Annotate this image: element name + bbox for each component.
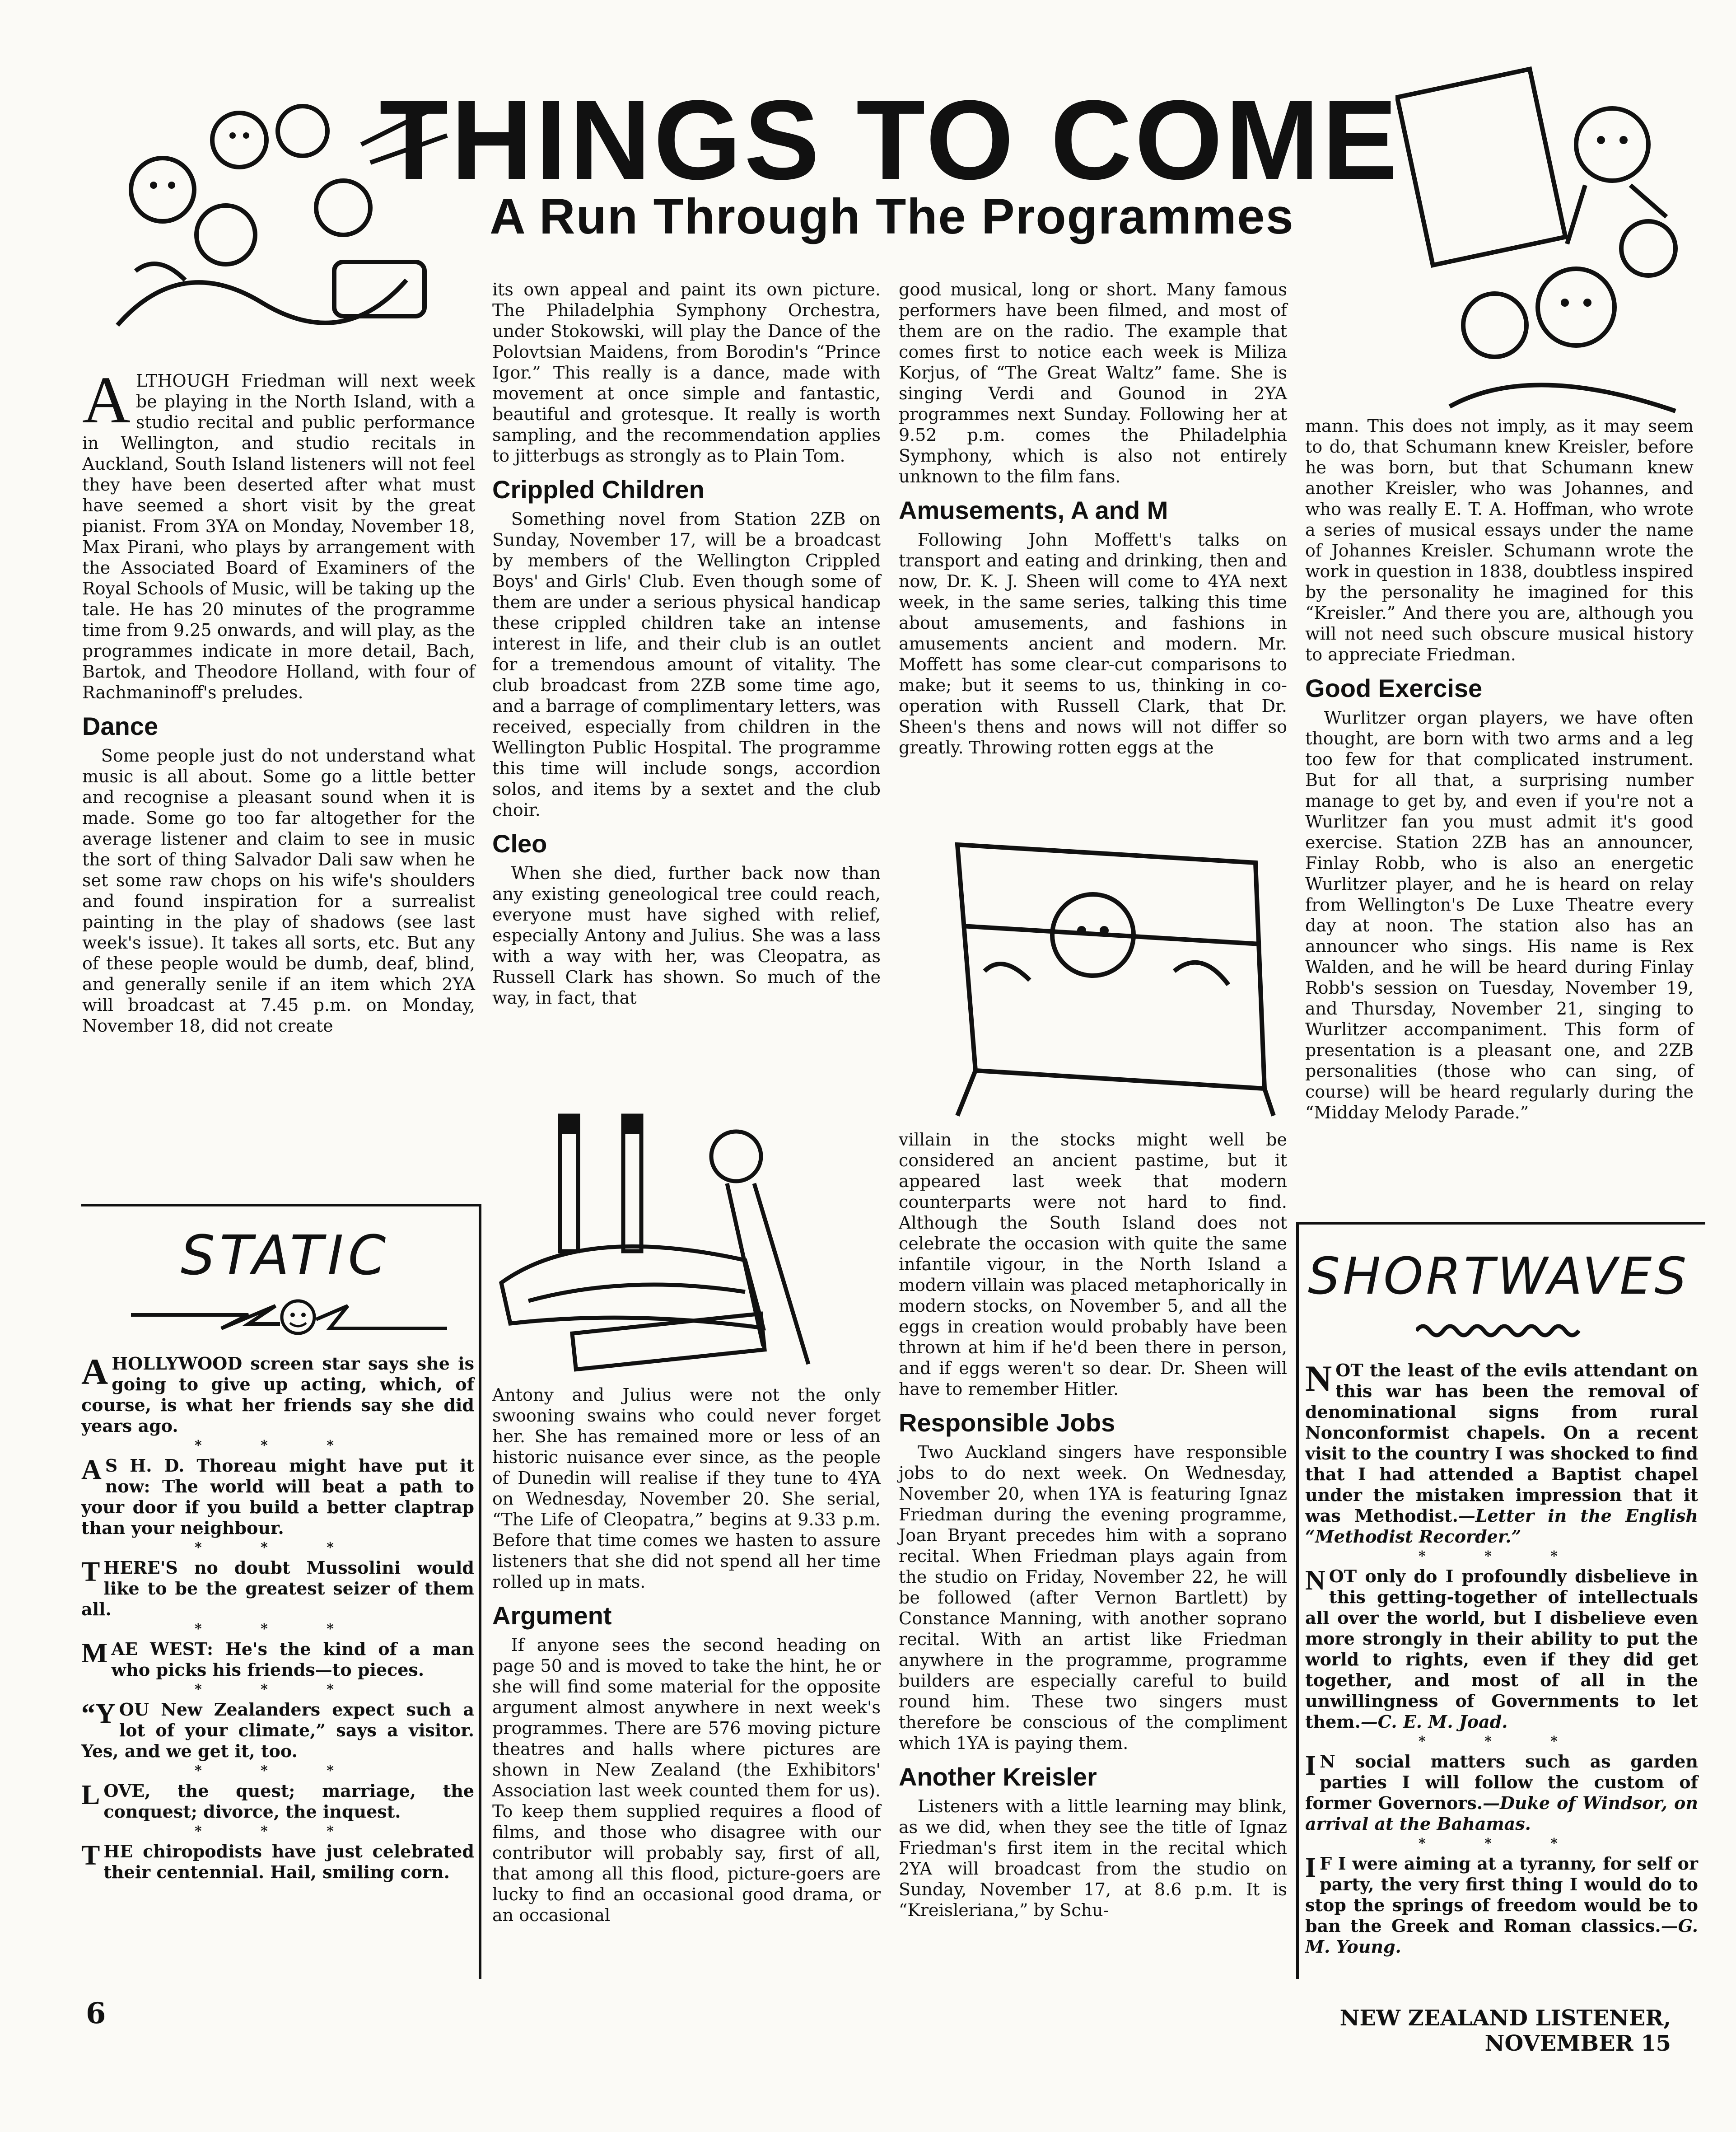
static-stars-2: * * * [195, 1540, 361, 1556]
column-3-lower [899, 1129, 1287, 1923]
static-item-6: LOVE, the quest; marriage, the conquest; divorce, the inquest. [81, 1780, 474, 1822]
shortwaves-items [1305, 1360, 1698, 1959]
argument-heading: Argument [492, 1601, 612, 1630]
argument-continued: good musical, long or short. Many famous performers have been filmed, and most of them are on the radio. The example that comes first to notice each week is Miliza Korjus, of “The Great Waltz” fame. She is singing Verdi and Gounod in 2YA programmes next Sunday. Following her at 9.52 p.m. comes the Philadelphia Symphony, which is also not entirely unknown to the film fans. [899, 280, 1287, 486]
kreisler-continued: mann. This does not imply, as it may seem to do, that Schumann knew Kreisler, before he was born, but that Schumann knew another Kreisler, who was Johannes, and who was really E. T. A. Hoffman, who wrote a series of musical essays under the name of Johannes Kreisler. Schumann wrote the work in question in 1838, doubtless inspired by the personality he imagined for this “Kreisler.” And there you are, although you will not need such obscure musical history to appreciate Friedman. [1305, 416, 1694, 664]
static-stars-4: * * * [195, 1682, 361, 1697]
column-3 [899, 279, 1287, 761]
shortwaves-box [1296, 1222, 1705, 1979]
dance-continued: its own appeal and paint its own picture. The Philadelphia Symphony Orchestra, under Stokowski, will play the Dance of the Polovtsian Maidens, from Borodin's “Prince Igor.” This really is a dance, made with movement at once simple and fantastic, beautiful and grotesque. It really is worth sampling, and the recommendation applies to jitterbugs as strongly as to Plain Tom. [492, 280, 881, 466]
crippled-heading: Crippled Children [492, 475, 705, 504]
amusements-continued: villain in the stocks might well be considered an ancient pastime, but it appeared last week that modern counterparts were not hard to find. Although the South Island does not celebrate the occasion with quite the same infantile vigour, in the North Island a modern villain was placed metaphorically in modern stocks, on November 5, and all the eggs in creation would probably have been thrown at him if he'd been there in person, and if eggs weren't so dear. Dr. Sheen will have to remember Hitler. [899, 1130, 1287, 1399]
argument-text: If anyone sees the second heading on page 50 and is moved to take the hint, he or she will find some material for the opposite argument almost anywhere in next week's programmes. There are 576 moving picture theatres and halls where pictures are shown in New Zealand (the Exhibitors' Association last week counted them for us). To keep them supplied requires a flood of films, and those who disagree with our contributor will probably say, first of all, that among all this flood, picture-goers are lucky to find an occasional good drama, or an occasional [492, 1635, 881, 1925]
static-item-1: A HOLLYWOOD screen star says she is going to give up acting, which, of course, is what her friends say she did years ago. [81, 1351, 474, 1436]
static-items [81, 1353, 474, 1884]
shortwaves-title: SHORTWAVES [1308, 1247, 1689, 1306]
column-2-lower [492, 1384, 881, 1928]
shortwaves-item-1: NOT the least of the evils attendant on this war has been the removal of denominational signs from rural Nonconformist chapels. On a recent visit to the country I was shocked to find that I had attended a Baptist chapel under the mistaken impression that it was Methodist.—Letter in the English “Methodist Recorder.” [1305, 1358, 1698, 1547]
responsible-text: Two Auckland singers have responsible jobs to do next week. On Wednesday, November 20, when 1YA is featuring Ignaz Friedman during the evening programme, Joan Bryant precedes him with a soprano recital. When Friedman plays again from the studio on Friday, November 22, he will be followed (after Vernon Bartlett) by Constance Manning, with another soprano recital. With an artist like Friedman anywhere in the programme, programme builders are especially careful to build round him. These two singers must therefore be conscious of the compliment which 1YA is paying them. [899, 1442, 1287, 1753]
static-title: STATIC [181, 1225, 391, 1287]
page-number: 6 [86, 1996, 106, 2030]
cleo-text: When she died, further back now than any existing geneological tree could reach, everyone must have sighed with relief, especially Antony and Julius. She was a lass with a way with her, was Cleopatra, as Russell Clark has shown. So much of the way, in fact, that [492, 863, 881, 1008]
stocks-illustration [903, 836, 1283, 1120]
page-title: THINGS TO COME [379, 77, 1400, 203]
cleopatra-illustration [492, 1111, 881, 1382]
wave-icon [1416, 1319, 1588, 1337]
page-subtitle: A Run Through The Programmes [490, 189, 1294, 244]
static-box [81, 1204, 481, 1979]
dance-heading: Dance [82, 712, 159, 740]
intro-paragraph [82, 363, 475, 703]
shortwaves-item-3: I N social matters such as garden parties I will follow the custom of former Governors.—Duke of Windsor, on arrival at the Bahamas. [1305, 1750, 1698, 1834]
static-item-7: THE chiropodists have just celebrated their centennial. Hail, smiling corn. [81, 1840, 474, 1882]
shortwaves-stars-2: * * * [1419, 1734, 1585, 1749]
cleo-continued: Antony and Julius were not the only swooning swains who could never forget her. She has remained more or less of an historic nuisance ever since, as the people of Dunedin will realise if they tune to 4YA on Wednesday, November 20. She serial, “The Life of Cleopatra,” begins at 9.33 p.m. Before that time comes we hasten to assure listeners that she did not spend all her time rolled up in mats. [492, 1385, 881, 1592]
amusements-text: Following John Moffett's talks on transport and eating and drinking, then and now, Dr. K. J. Sheen will come to 4YA next week, in the same series, talking this time about amusements, and fashions in amusements ancient and modern. Mr. Moffett has some clear-cut comparisons to make; but it seems to us, thinking in co-operation with Russell Clark, that Dr. Sheen's thens and nows will not differ so greatly. Throwing rotten eggs at the [899, 530, 1287, 757]
intro-dropcap: A [82, 363, 131, 437]
intro-text: LTHOUGH Friedman will next week be playing in the North Island, with a studio recital and public performance in Wellington, and studio recitals in Auckland, South Island listeners will not feel they have been deserted after what must have seemed a short visit by the great pianist. From 3YA on Monday, November 18, Max Pirani, who plays by arrangement with the Associated Board of Examiners of the Royal Schools of Music, will be taking up the tale. He has 20 minutes of the programme time from 9.25 onwards, and will play, as the programmes indicate in more detail, Bach, Bartok, and Theodore Holland, with four of Rachmaninoff's preludes. [82, 371, 475, 702]
exercise-heading: Good Exercise [1305, 674, 1483, 702]
shortwaves-stars-1: * * * [1419, 1548, 1585, 1564]
static-stars-6: * * * [195, 1823, 361, 1839]
static-stars-5: * * * [195, 1763, 361, 1779]
static-item-3: THERE'S no doubt Mussolini would like to be the greatest seizer of them all. [81, 1557, 474, 1619]
kreisler-heading: Another Kreisler [899, 1763, 1097, 1791]
column-4 [1305, 416, 1694, 1126]
dance-text: Some people just do not understand what music is all about. Some go a little better and recognise a pleasant sound when it is made. Some go too far altogether for the average listener and claim to see in music the sort of thing Salvador Dali saw when he set some raw chops on his wife's shoulders and found inspiration for a surrealist painting in the play of shadows (see last week's issue). It takes all sorts, etc. But any of these people would be dumb, deaf, blind, and generally senile if an item which 2YA will broadcast at 7.45 p.m. on Monday, November 18, did not create [82, 746, 475, 1036]
exercise-text: Wurlitzer organ players, we have often thought, are born with two arms and a leg too few for that complicated instrument. But for all that, a surprising number manage to get by, and even if you're not a Wurlitzer fan you must admit it's good exercise. Station 2ZB has an announcer, Finlay Robb, who is also an energetic Wurlitzer player, and he is heard on relay from Wellington's De Luxe Theatre every day at noon. The station also has an announcer who sings. His name is Rex Walden, and he will be heard during Finlay Robb's session on Tuesday, November 19, and Thursday, November 21, singing to Wurlitzer accompaniment. This form of presentation is a pleasant one, and 2ZB personalities (those who can sing, of course) will be heard regularly during the “Midday Melody Parade.” [1305, 708, 1694, 1122]
static-item-5: “YOU New Zealanders expect such a lot of your climate,” says a visitor. Yes, and we get it, too. [81, 1698, 474, 1761]
static-face-icon [131, 1297, 447, 1337]
shortwaves-item-2: NOT only do I profoundly disbelieve in this getting-together of intellectuals all over the world, but I disbelieve even more strongly in their ability to put the world to rights, even if they did get together, and most of all in the unwillingness of Governments to let them.—C. E. M. Joad. [1305, 1565, 1698, 1732]
amusements-heading: Amusements, A and M [899, 496, 1168, 524]
static-item-4: MAE WEST: He's the kind of a man who picks his friends—to pieces. [81, 1638, 474, 1680]
column-1 [82, 363, 475, 1039]
column-2 [492, 279, 881, 1011]
shortwaves-item-4: I F I were aiming at a tyranny, for self or party, the very first thing I would do to stop the springs of freedom would be to ban the Greek and Roman classics.—G. M. Young. [1305, 1852, 1698, 1957]
caricatures-illustration [1395, 54, 1689, 425]
static-stars-1: * * * [195, 1438, 361, 1454]
kreisler-text: Listeners with a little learning may blink, as we did, when they see the title of Ignaz Friedman's first item in the recital which 2YA will broadcast from the studio on Sunday, November 17, at 8.6 p.m. It is “Kreisleriana,” by Schu- [899, 1796, 1287, 1920]
static-stars-3: * * * [195, 1621, 361, 1637]
publication-footer: NEW ZEALAND LISTENER, NOVEMBER 15 [1339, 2006, 1671, 2056]
responsible-heading: Responsible Jobs [899, 1408, 1115, 1437]
crippled-text: Something novel from Station 2ZB on Sunday, November 17, will be a broadcast by members of the Wellington Crippled Boys' and Girls' Club. Even though some of them are under a serious physical handicap these crippled children take an intense interest in life, and their club is an outlet for a tremendous amount of vitality. The club broadcast from 2ZB some time ago, and a barrage of complimentary letters, was received, especially from children in the Wellington Public Hospital. The programme this time will include songs, accordion solos, and items by a sextet and the club choir. [492, 509, 881, 820]
shortwaves-stars-3: * * * [1419, 1836, 1585, 1851]
cleo-heading: Cleo [492, 829, 547, 858]
static-item-2: A S H. D. Thoreau might have put it now: The world will beat a path to your door if you build a better claptrap than your neighbour. [81, 1454, 474, 1538]
